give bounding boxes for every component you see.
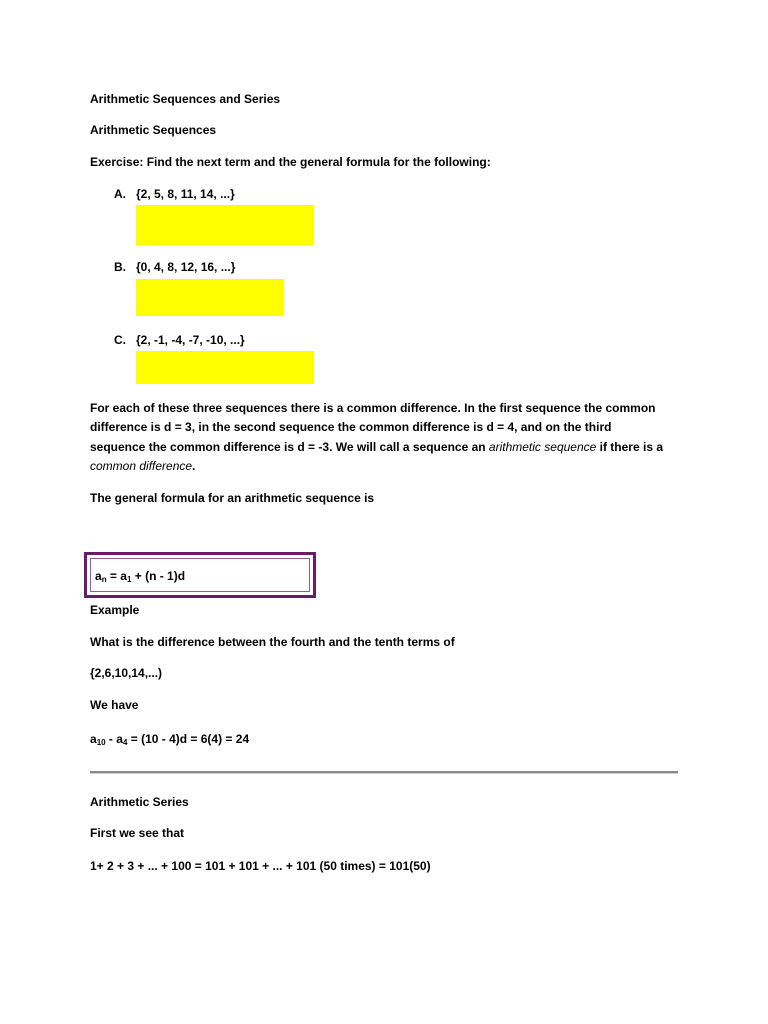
answer-highlight-a bbox=[136, 205, 314, 245]
item-letter-a: A. bbox=[114, 187, 126, 201]
sequence-b: {0, 4, 8, 12, 16, ...} bbox=[136, 260, 236, 274]
item-letter-b: B. bbox=[114, 260, 126, 274]
formula-box-inner bbox=[90, 558, 310, 592]
explanation-text-3: . bbox=[192, 458, 196, 473]
document-title: Arithmetic Sequences and Series bbox=[90, 92, 281, 106]
item-letter-c: C. bbox=[114, 333, 126, 347]
sequence-a: {2, 5, 8, 11, 14, ...} bbox=[136, 187, 235, 201]
we-have-text: We have bbox=[90, 698, 139, 712]
sequence-c: {2, -1, -4, -7, -10, ...} bbox=[136, 333, 245, 347]
term-common-difference: common difference bbox=[90, 458, 193, 473]
formula-box bbox=[84, 552, 316, 598]
term-arithmetic-sequence: arithmetic sequence bbox=[488, 439, 597, 454]
example-question: What is the difference between the fourth and the tenth terms of bbox=[90, 635, 455, 649]
first-we-see-text: First we see that bbox=[90, 826, 185, 840]
section-heading-sequences: Arithmetic Sequences bbox=[90, 123, 217, 137]
explanation-paragraph bbox=[90, 399, 670, 476]
explanation-text-2: if there is a bbox=[596, 439, 664, 454]
answer-highlight-b bbox=[136, 279, 284, 316]
section-heading-series: Arithmetic Series bbox=[90, 795, 189, 809]
answer-highlight-c bbox=[136, 351, 314, 384]
exercise-prompt: Exercise: Find the next term and the general formula for the following: bbox=[90, 155, 491, 169]
horizontal-divider bbox=[90, 771, 678, 774]
example-calculation: $a_{10} - a_4 = (10 - 4)d = 6(4) = 24$ bbox=[90, 732, 250, 747]
explanation-text-1: For each of these three sequences there is a common difference. In the first sequence the common difference is d = 3, in the second sequence the common difference is d = 4, and on the third sequence the common difference is d = -3. We will call a sequence an bbox=[90, 401, 656, 454]
general-formula-intro: The general formula for an arithmetic sequence is bbox=[90, 491, 375, 505]
sum-equation: 1+ 2 + 3 + ... + 100 = 101 + 101 + ... + 101 (50 times) = 101(50) bbox=[90, 859, 431, 873]
example-sequence: {2,6,10,14,...) bbox=[90, 666, 163, 680]
example-heading: Example bbox=[90, 603, 140, 617]
general-formula: $a_n = a_1 + (n - 1)d$ bbox=[95, 569, 186, 584]
